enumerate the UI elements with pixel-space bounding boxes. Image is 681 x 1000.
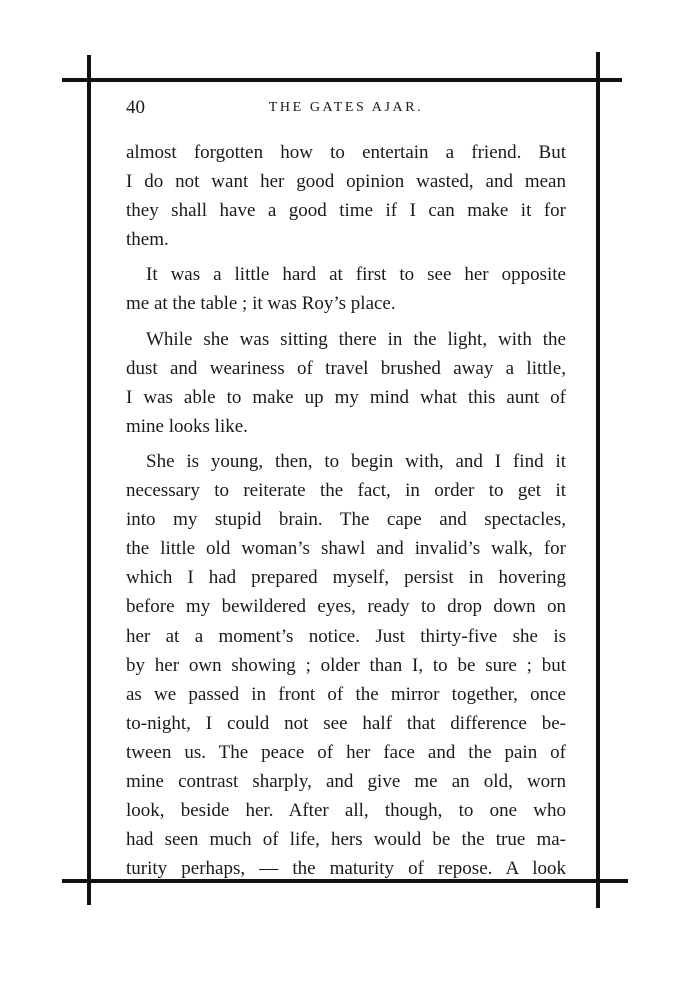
paragraph [126, 447, 566, 883]
text-line: me at the table ; it was Roy’s place. [126, 293, 396, 315]
text-line: almost forgotten how to entertain a friend. But [126, 142, 566, 163]
text-line: While she was sitting there in the light, with the [146, 328, 566, 350]
text-line: her at a moment’s notice. Just thirty-five she is [126, 625, 566, 647]
paragraph [126, 138, 566, 254]
text-line: to-night, I could not see half that difference be- [126, 712, 566, 734]
paragraph [126, 260, 566, 318]
page-number: 40 [126, 97, 145, 118]
text-line: as we passed in front of the mirror together, once [126, 683, 566, 705]
left-border-rule [87, 55, 91, 905]
text-line: had seen much of life, hers would be the true ma- [126, 829, 566, 851]
text-line: the little old woman’s shawl and invalid’s walk, for [126, 538, 566, 560]
running-head [126, 96, 566, 120]
text-line: She is young, then, to begin with, and I find it [146, 450, 566, 472]
text-line: them. [126, 229, 169, 251]
text-line: I was able to make up my mind what this aunt of [126, 386, 566, 408]
text-line: mine contrast sharply, and give me an old, worn [126, 770, 566, 792]
text-line: necessary to reiterate the fact, in order to get it [126, 480, 566, 502]
text-line: tween us. The peace of her face and the pain of [126, 741, 566, 763]
top-border-rule [62, 78, 622, 82]
text-line: turity perhaps, — the maturity of repose. A look [126, 858, 566, 880]
text-line: which I had prepared myself, persist in hovering [126, 567, 566, 589]
text-line: they shall have a good time if I can make it for [126, 200, 566, 222]
text-line: before my bewildered eyes, ready to drop down on [126, 596, 566, 618]
right-border-rule [596, 52, 600, 908]
text-line: by her own showing ; older than I, to be sure ; but [126, 654, 566, 676]
paragraph [126, 325, 566, 441]
text-line: into my stupid brain. The cape and spectacles, [126, 509, 566, 531]
text-line: It was a little hard at first to see her opposite [146, 264, 566, 286]
text-line: dust and weariness of travel brushed away a little, [126, 357, 566, 379]
text-line: mine looks like. [126, 415, 248, 437]
body-text [126, 138, 566, 883]
running-title: THE GATES AJAR. [268, 100, 424, 115]
text-line: I do not want her good opinion wasted, and mean [126, 171, 566, 193]
text-line: look, beside her. After all, though, to one who [126, 800, 566, 822]
